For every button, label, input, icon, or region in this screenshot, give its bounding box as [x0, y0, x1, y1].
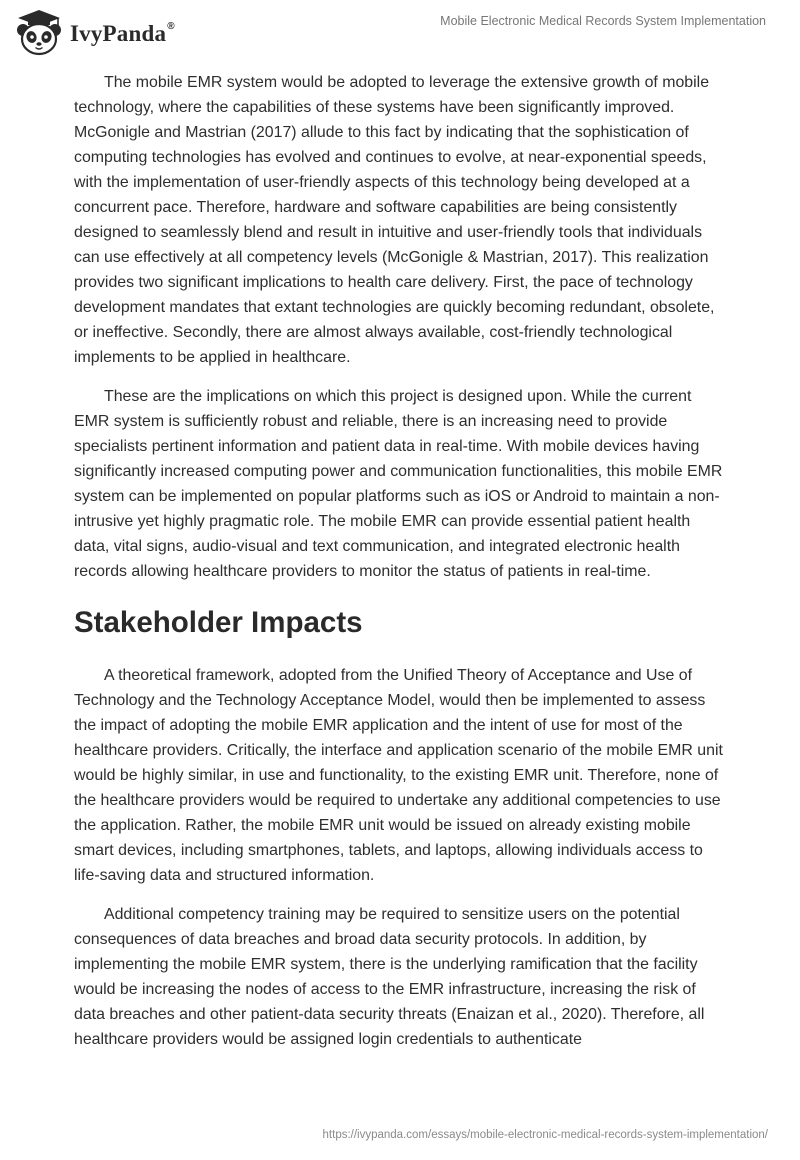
paragraph-section-1: A theoretical framework, adopted from the Unified Theory of Acceptance and Use of Technology and the Technology Acceptance Model, would then be implemented to assess the impact of adopting the mobile EMR application and the intent of use for most of the healthcare providers. Critically, the interface and application scenario of the mobile EMR unit would be highly similar, in use and functionality, to the existing EMR unit. Therefore, none of the healthcare providers would be required to undertake any additional competencies to use the application. Rather, the mobile EMR unit would be issued on already existing mobile smart devices, including smartphones, tablets, and laptops, allowing individuals access to life-saving data and structured information. [74, 667, 723, 884]
page-header [0, 0, 800, 70]
panda-graduate-icon [14, 8, 64, 58]
paragraph-section-2: Additional competency training may be required to sensitize users on the potential consequences of data breaches and broad data security protocols. In addition, by implementing the mobile EMR system, there is the underlying ramification that the facility would be increasing the nodes of access to the EMR infrastructure, increasing the risk of data breaches and other patient-data security threats (Enaizan et al., 2020). Therefore, all healthcare providers would be assigned login credentials to authenticate [74, 906, 705, 1048]
logo-wordmark [70, 21, 175, 47]
ivypanda-logo-link[interactable] [14, 8, 175, 58]
logo-text: IvyPanda [70, 21, 167, 46]
section-heading-stakeholder-impacts: Stakeholder Impacts [74, 606, 363, 639]
paragraph-intro-2: These are the implications on which this project is designed upon. While the current EMR system is sufficiently robust and reliable, there is an increasing need to provide specialists pertinent information and patient data in real-time. With mobile devices having significantly increased computing power and communication functionalities, this mobile EMR system can be implemented on popular platforms such as iOS or Android to maintain a non-intrusive yet highly pragmatic role. The mobile EMR can provide essential patient health data, vital signs, audio-visual and text communication, and integrated electronic health records allowing healthcare providers to monitor the status of patients in real-time. [74, 388, 723, 580]
essay-content [74, 70, 728, 1052]
document-title: Mobile Electronic Medical Records System Implementation [440, 14, 766, 28]
paragraph-intro-1: The mobile EMR system would be adopted to leverage the extensive growth of mobile technology, where the capabilities of these systems have been significantly improved. McGonigle and Mastrian (2017) allude to this fact by indicating that the sophistication of computing technologies has evolved and continues to evolve, at near-exponential speeds, with the implementation of user-friendly aspects of this technology being developed at a concurrent pace. Therefore, hardware and software capabilities are being consistently designed to seamlessly blend and result in intuitive and user-friendly tools that individuals can use effectively at all competency levels (McGonigle & Mastrian, 2017). This realization provides two significant implications to health care delivery. First, the pace of technology development mandates that extant technologies are quickly becoming redundant, obsolete, or ineffective. Secondly, there are almost always available, cost-friendly technological implements to be applied in healthcare. [74, 74, 715, 366]
registered-mark: ® [167, 21, 175, 33]
source-url-footer[interactable]: https://ivypanda.com/essays/mobile-electronic-medical-records-system-implementation/ [322, 1129, 768, 1141]
